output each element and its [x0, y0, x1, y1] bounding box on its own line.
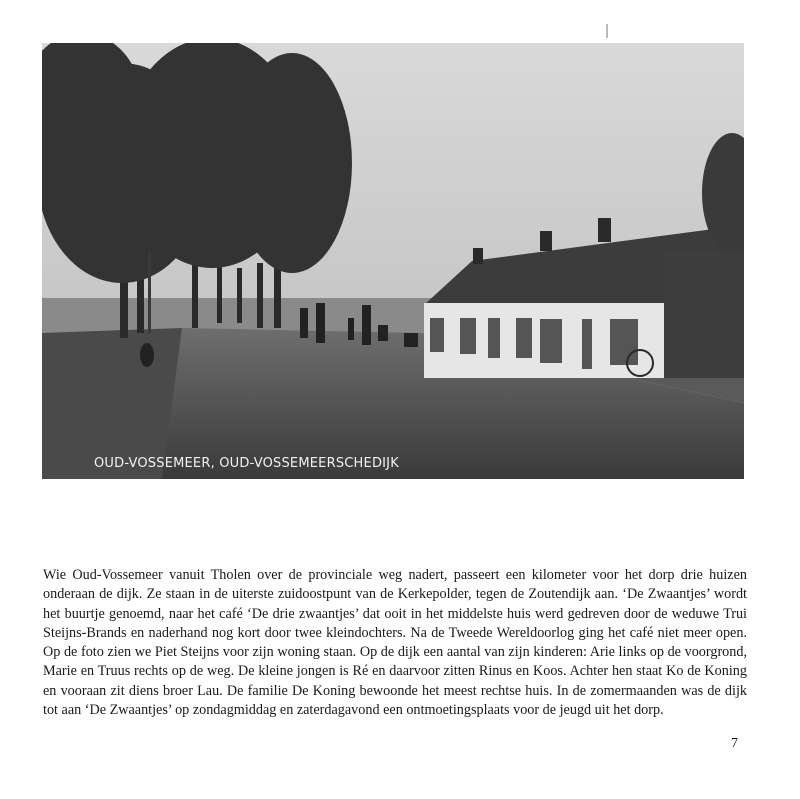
scan-artifact	[606, 24, 608, 38]
photo-caption: OUD-VOSSEMEER, OUD-VOSSEMEERSCHEDIJK	[94, 456, 399, 471]
body-paragraph: Wie Oud-Vossemeer vanuit Tholen over de provinciale weg nadert, passeert een kilometer voor het dorp drie huizen onderaan de dijk. Ze staan in de uiterste zuidoostpunt van de Kerkepolder, tegen de Zoutendijk aan. ‘De Zwaantjes’ wordt het buurtje genoemd, naar het café ‘De drie zwaantjes’ dat ooit in het middelste huis werd gedreven door de weduwe Trui Steijns-Brands en naderhand nog kort door twee kleindochters. Na de Tweede Wereldoorlog ging het café niet meer open. Op de foto zien we Piet Steijns voor zijn woning staan. Op de dijk een aantal van zijn kinderen: Arie links op de voorgrond, Marie en Truus rechts op de weg. De kleine jongen is Ré en daarvoor zitten Rinus en Koos. Achter hen staat Ko de Koning en vooraan zit diens broer Lau. De familie De Koning bewoonde het meest rechtse huis. In de zomermaanden was de dijk tot aan ‘De Zwaantjes’ op zondagmiddag en zaterdagavond een ontmoetingsplaats voor de jeugd uit het dorp.	[43, 567, 747, 719]
page-number: 7	[731, 736, 738, 751]
chimney	[473, 248, 483, 264]
chimney	[540, 231, 552, 251]
photo-scene	[42, 43, 744, 479]
chimney	[598, 218, 611, 242]
historic-photograph	[42, 43, 744, 479]
lamp-post	[148, 253, 151, 333]
tree-canopies	[42, 43, 352, 283]
